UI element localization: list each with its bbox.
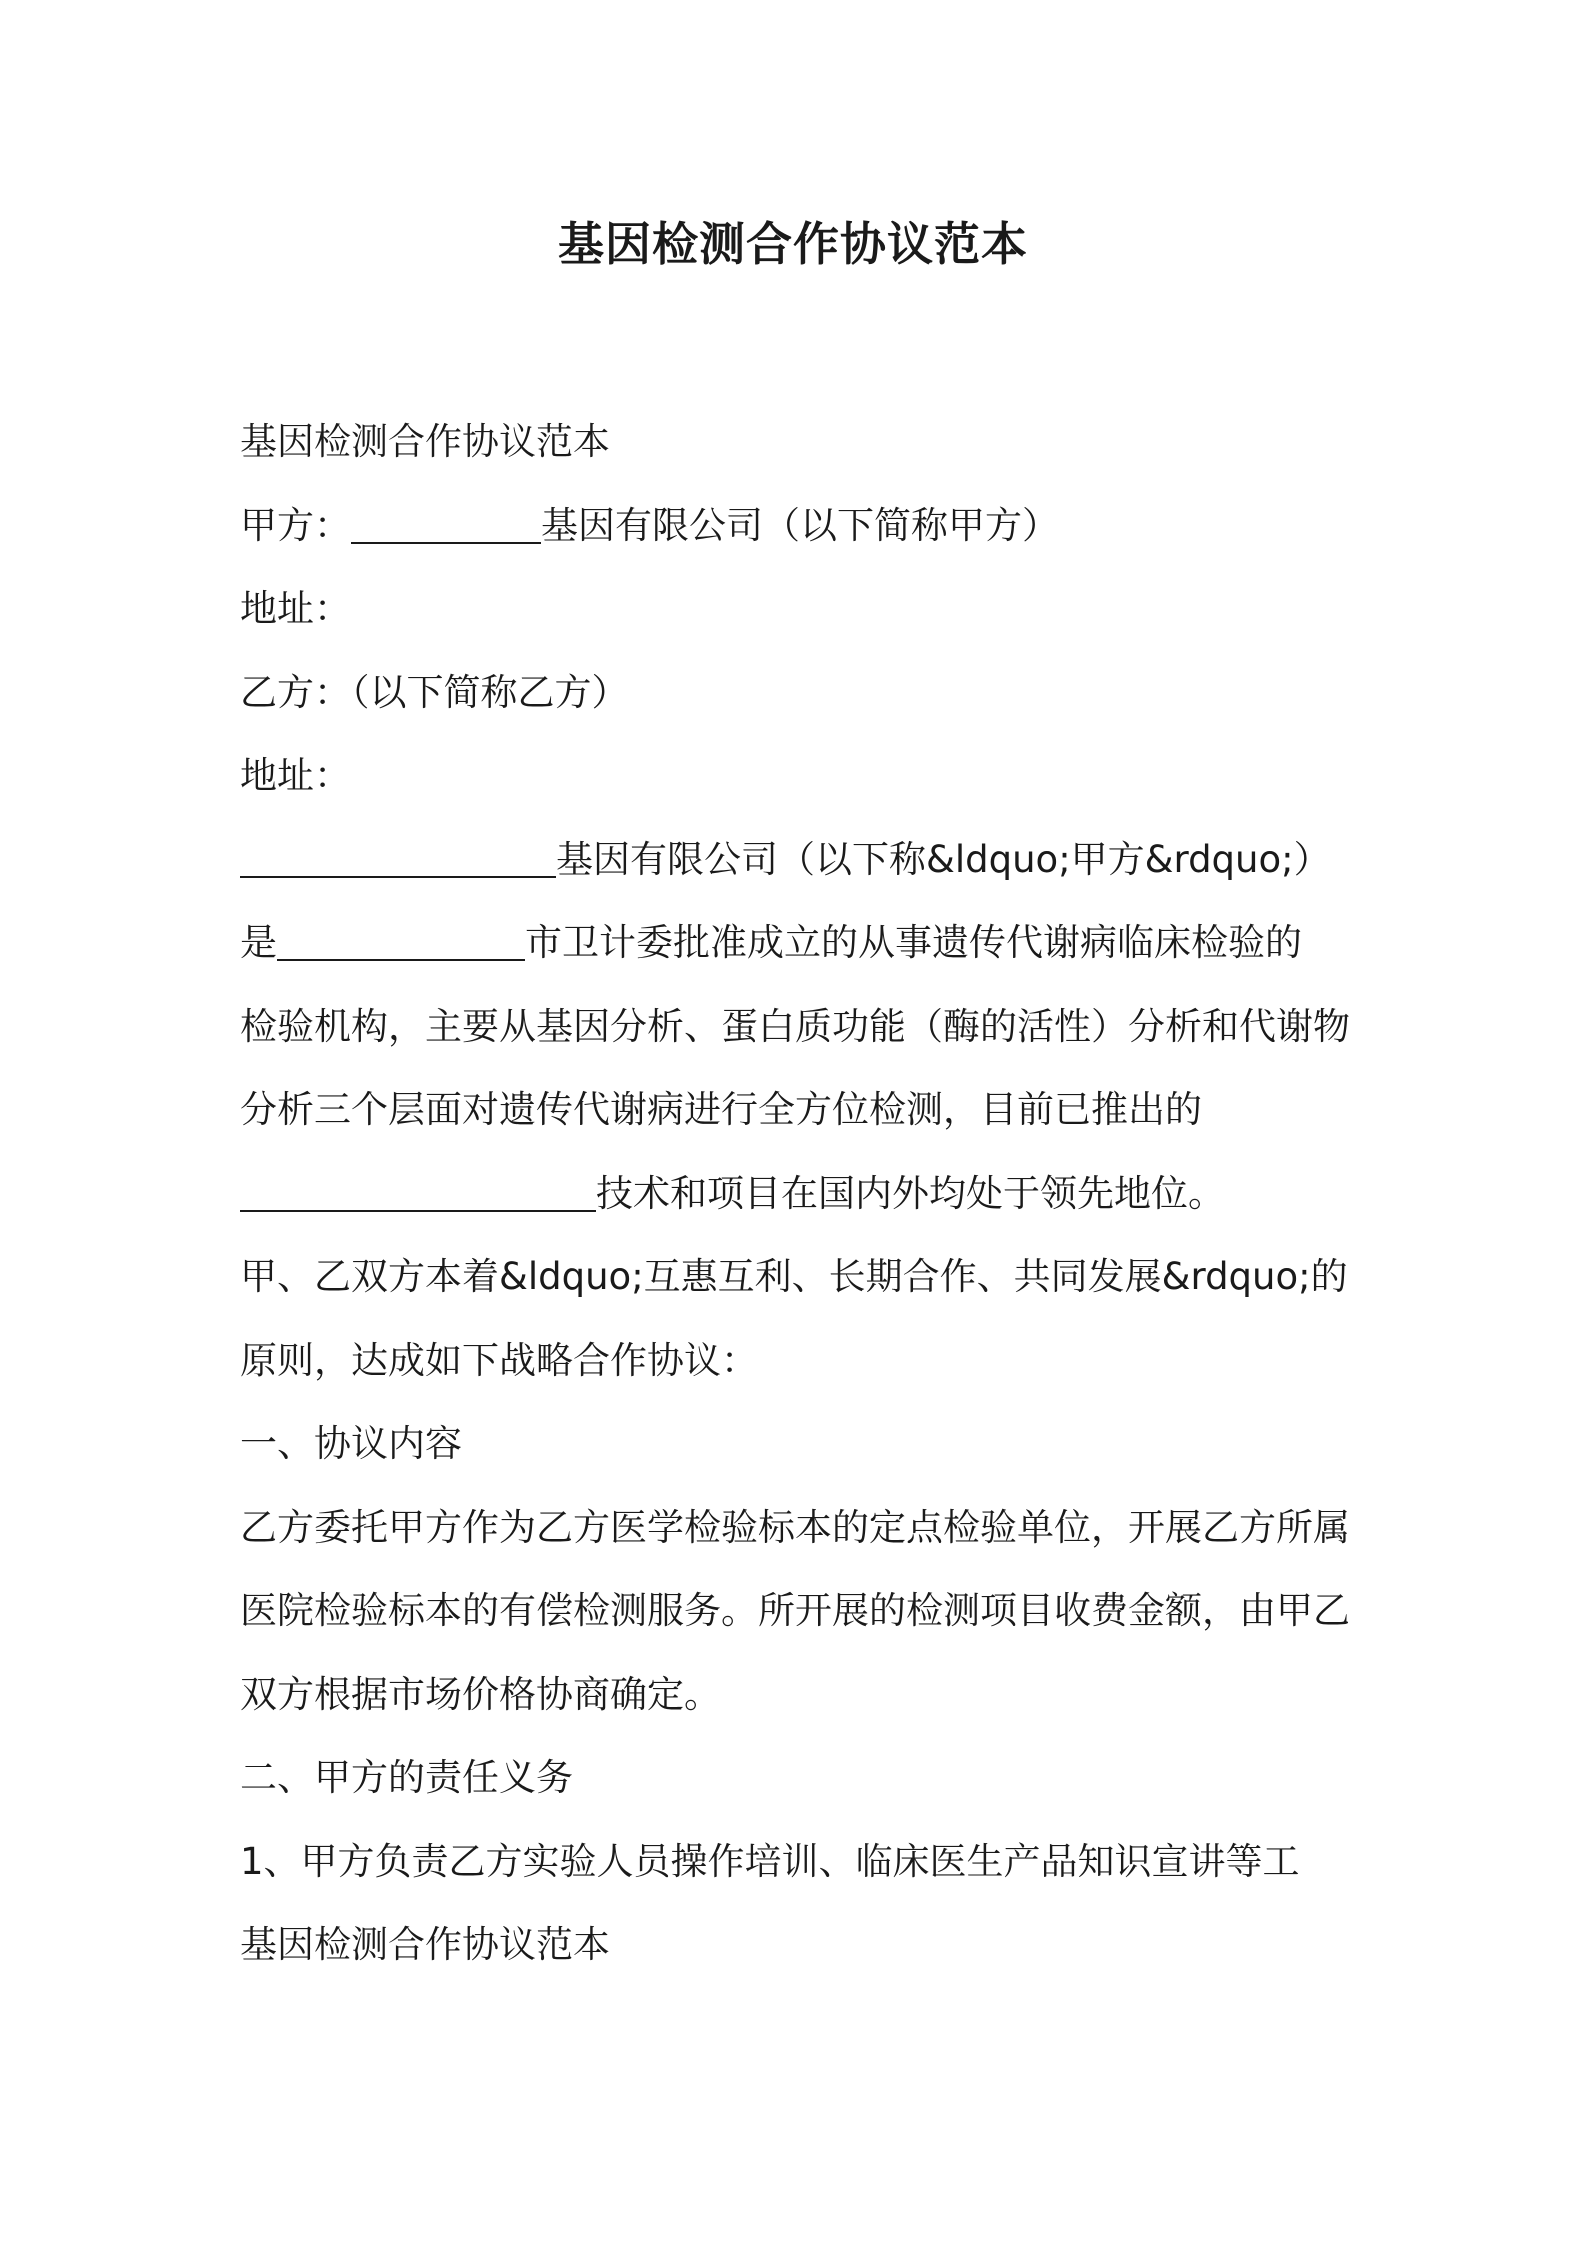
body-line-service: 医院检验标本的有偿检测服务。所开展的检测项目收费金额，由甲乙 — [240, 1589, 1350, 1632]
party-a-label: 甲方： — [240, 503, 351, 547]
body-line-institution: 检验机构，主要从基因分析、蛋白质功能（酶的活性）分析和代谢物 — [240, 1004, 1350, 1048]
approval-text: 市卫计委批准成立的从事遗传代谢病临床检验的 — [525, 921, 1302, 964]
body-line-agreement: 原则，达成如下战略合作协议： — [240, 1338, 758, 1382]
document-body — [240, 400, 1360, 1987]
body-line-analysis: 分析三个层面对遗传代谢病进行全方位检测，目前已推出的 — [240, 1088, 1202, 1131]
body-line-party-a-address: 地址： — [240, 587, 351, 630]
approval-prefix: 是 — [240, 921, 277, 964]
body-line-party-b-address: 地址： — [240, 754, 351, 797]
party-a-company-text: 基因有限公司（以下简称甲方） — [541, 503, 1059, 547]
technology-text: 技术和项目在国内外均处于领先地位。 — [596, 1171, 1225, 1215]
body-line-principle: 甲、乙双方本着&ldquo;互惠互利、长期合作、共同发展&rdquo;的 — [240, 1255, 1348, 1298]
body-line-pricing: 双方根据市场价格协商确定。 — [240, 1672, 721, 1716]
body-line-technology — [240, 1152, 1360, 1236]
body-line-company-intro — [240, 818, 1360, 902]
body-line-footer-title: 基因检测合作协议范本 — [240, 1923, 610, 1966]
section-heading-agreement-content: 一、协议内容 — [240, 1422, 462, 1465]
body-line-party-a — [240, 484, 1360, 568]
body-line-heading-repeat: 基因检测合作协议范本 — [240, 420, 610, 463]
company-name-blank — [240, 838, 556, 878]
technology-name-blank — [240, 1172, 596, 1212]
body-line-approval — [240, 901, 1360, 985]
document-title: 基因检测合作协议范本 — [558, 217, 1028, 271]
company-intro-text: 基因有限公司（以下称&ldquo;甲方&rdquo;） — [556, 837, 1331, 881]
body-line-training: 1、甲方负责乙方实验人员操作培训、临床医生产品知识宣讲等工 — [240, 1839, 1300, 1883]
section-heading-party-a-duties: 二、甲方的责任义务 — [240, 1756, 573, 1799]
city-name-blank — [277, 921, 525, 961]
body-line-entrust: 乙方委托甲方作为乙方医学检验标本的定点检验单位，开展乙方所属 — [240, 1505, 1350, 1549]
party-a-name-blank — [351, 504, 541, 544]
body-line-party-b: 乙方：（以下简称乙方） — [240, 670, 629, 714]
